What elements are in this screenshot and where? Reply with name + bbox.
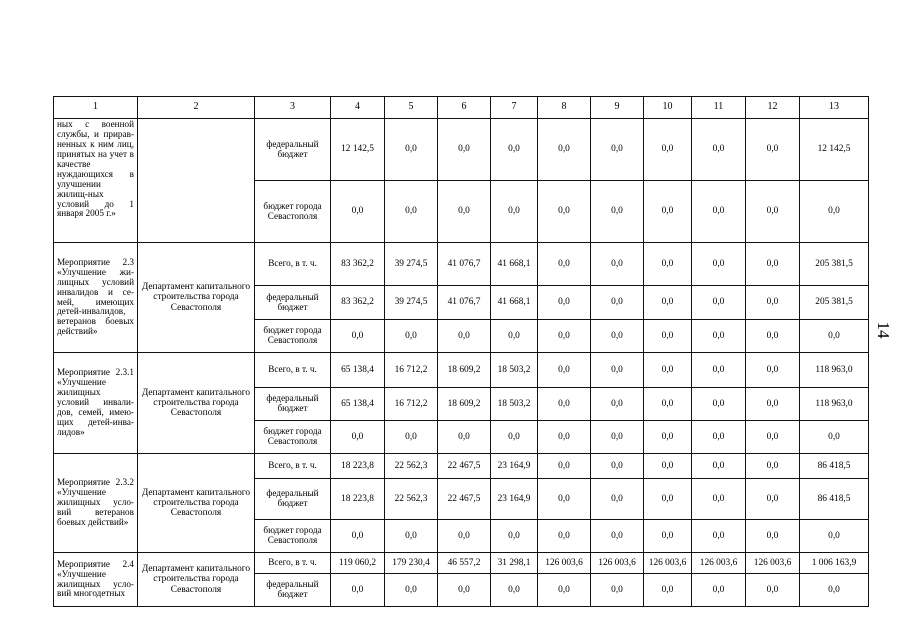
value-cell: 0,0 xyxy=(591,388,644,421)
table-row xyxy=(54,119,869,181)
activity-cell: Мероприятие 2.3.1 «Улучшение жилищных условий инвали-дов, семей, имею-щих детей-инва-лидов» xyxy=(54,353,138,454)
value-cell: 0,0 xyxy=(644,574,692,607)
value-cell: 0,0 xyxy=(538,574,591,607)
value-cell: 0,0 xyxy=(438,574,491,607)
value-cell: 18 503,2 xyxy=(491,353,538,388)
value-cell: 18 223,8 xyxy=(331,454,385,479)
value-cell: 0,0 xyxy=(385,520,438,553)
value-cell: 0,0 xyxy=(331,181,385,243)
funding-source-cell: Всего, в т. ч. xyxy=(255,353,331,388)
value-cell: 0,0 xyxy=(491,181,538,243)
value-cell: 0,0 xyxy=(644,181,692,243)
value-cell: 0,0 xyxy=(692,454,746,479)
value-cell: 0,0 xyxy=(692,421,746,454)
value-cell: 0,0 xyxy=(591,286,644,320)
value-cell: 23 164,9 xyxy=(491,454,538,479)
value-cell: 22 562,3 xyxy=(385,479,438,520)
value-cell: 0,0 xyxy=(331,520,385,553)
funding-source-cell: Всего, в т. ч. xyxy=(255,243,331,286)
value-cell: 0,0 xyxy=(538,421,591,454)
value-cell: 0,0 xyxy=(644,286,692,320)
funding-source-cell: бюджет города Севастополя xyxy=(255,421,331,454)
value-cell: 205 381,5 xyxy=(800,286,869,320)
value-cell: 0,0 xyxy=(746,353,800,388)
value-cell: 0,0 xyxy=(692,119,746,181)
value-cell: 0,0 xyxy=(438,181,491,243)
value-cell: 0,0 xyxy=(538,181,591,243)
column-header: 7 xyxy=(491,97,538,119)
column-header: 6 xyxy=(438,97,491,119)
value-cell: 0,0 xyxy=(692,243,746,286)
department-cell: Департамент капитального строительства города Севастополя xyxy=(138,243,255,353)
value-cell: 22 467,5 xyxy=(438,479,491,520)
value-cell: 0,0 xyxy=(644,388,692,421)
funding-source-cell: федеральный бюджет xyxy=(255,574,331,607)
value-cell: 0,0 xyxy=(800,520,869,553)
column-header: 11 xyxy=(692,97,746,119)
value-cell: 0,0 xyxy=(692,181,746,243)
value-cell: 0,0 xyxy=(538,520,591,553)
value-cell: 1 006 163,9 xyxy=(800,553,869,574)
value-cell: 0,0 xyxy=(491,520,538,553)
column-header: 10 xyxy=(644,97,692,119)
column-header: 4 xyxy=(331,97,385,119)
value-cell: 0,0 xyxy=(692,286,746,320)
value-cell: 0,0 xyxy=(644,479,692,520)
column-header: 12 xyxy=(746,97,800,119)
value-cell: 118 963,0 xyxy=(800,353,869,388)
value-cell: 0,0 xyxy=(331,574,385,607)
value-cell: 18 609,2 xyxy=(438,388,491,421)
value-cell: 0,0 xyxy=(538,286,591,320)
column-header: 3 xyxy=(255,97,331,119)
value-cell: 0,0 xyxy=(591,479,644,520)
value-cell: 0,0 xyxy=(746,454,800,479)
funding-source-cell: федеральный бюджет xyxy=(255,119,331,181)
department-cell: Департамент капитального строительства города Севастополя xyxy=(138,353,255,454)
value-cell: 0,0 xyxy=(491,119,538,181)
department-cell: Департамент капитального строительства города Севастополя xyxy=(138,454,255,553)
value-cell: 0,0 xyxy=(591,181,644,243)
value-cell: 22 467,5 xyxy=(438,454,491,479)
value-cell: 126 003,6 xyxy=(692,553,746,574)
value-cell: 16 712,2 xyxy=(385,388,438,421)
value-cell: 0,0 xyxy=(746,479,800,520)
value-cell: 0,0 xyxy=(591,243,644,286)
value-cell: 0,0 xyxy=(692,479,746,520)
value-cell: 0,0 xyxy=(746,520,800,553)
value-cell: 83 362,2 xyxy=(331,243,385,286)
value-cell: 0,0 xyxy=(385,574,438,607)
value-cell: 205 381,5 xyxy=(800,243,869,286)
funding-source-cell: федеральный бюджет xyxy=(255,388,331,421)
value-cell: 0,0 xyxy=(538,388,591,421)
value-cell: 0,0 xyxy=(644,421,692,454)
value-cell: 12 142,5 xyxy=(331,119,385,181)
value-cell: 0,0 xyxy=(385,181,438,243)
value-cell: 0,0 xyxy=(746,181,800,243)
table-row xyxy=(54,353,869,388)
value-cell: 39 274,5 xyxy=(385,243,438,286)
value-cell: 0,0 xyxy=(591,454,644,479)
value-cell: 0,0 xyxy=(331,320,385,353)
value-cell: 0,0 xyxy=(591,421,644,454)
value-cell: 0,0 xyxy=(800,421,869,454)
value-cell: 31 298,1 xyxy=(491,553,538,574)
department-cell xyxy=(138,119,255,243)
table-row xyxy=(54,243,869,286)
column-header: 1 xyxy=(54,97,138,119)
value-cell: 0,0 xyxy=(746,286,800,320)
funding-source-cell: Всего, в т. ч. xyxy=(255,553,331,574)
value-cell: 12 142,5 xyxy=(800,119,869,181)
value-cell: 46 557,2 xyxy=(438,553,491,574)
value-cell: 0,0 xyxy=(591,353,644,388)
value-cell: 0,0 xyxy=(538,243,591,286)
value-cell: 0,0 xyxy=(692,388,746,421)
value-cell: 0,0 xyxy=(591,119,644,181)
value-cell: 18 223,8 xyxy=(331,479,385,520)
value-cell: 0,0 xyxy=(491,421,538,454)
value-cell: 0,0 xyxy=(538,479,591,520)
activity-cell: Мероприятие 2.3 «Улучшение жи-лищных условий инвалидов и се-мей, имеющих детей-инвалидов, ветеранов боевых действий» xyxy=(54,243,138,353)
value-cell: 0,0 xyxy=(538,353,591,388)
value-cell: 0,0 xyxy=(692,320,746,353)
value-cell: 0,0 xyxy=(644,320,692,353)
value-cell: 0,0 xyxy=(800,574,869,607)
value-cell: 0,0 xyxy=(591,574,644,607)
column-header: 9 xyxy=(591,97,644,119)
value-cell: 0,0 xyxy=(800,320,869,353)
value-cell: 41 076,7 xyxy=(438,286,491,320)
value-cell: 179 230,4 xyxy=(385,553,438,574)
value-cell: 0,0 xyxy=(746,388,800,421)
column-header: 5 xyxy=(385,97,438,119)
value-cell: 65 138,4 xyxy=(331,353,385,388)
value-cell: 0,0 xyxy=(746,243,800,286)
value-cell: 65 138,4 xyxy=(331,388,385,421)
value-cell: 41 668,1 xyxy=(491,286,538,320)
table-body xyxy=(54,119,869,607)
value-cell: 22 562,3 xyxy=(385,454,438,479)
activity-cell: Мероприятие 2.3.2 «Улучшение жилищных усло-вий ветеранов боевых действий» xyxy=(54,454,138,553)
column-header: 2 xyxy=(138,97,255,119)
value-cell: 0,0 xyxy=(692,520,746,553)
value-cell: 0,0 xyxy=(692,353,746,388)
value-cell: 0,0 xyxy=(591,520,644,553)
value-cell: 126 003,6 xyxy=(746,553,800,574)
value-cell: 18 503,2 xyxy=(491,388,538,421)
value-cell: 0,0 xyxy=(591,320,644,353)
value-cell: 41 076,7 xyxy=(438,243,491,286)
budget-table xyxy=(53,96,869,607)
activity-cell: ных с военной службы, и прирав-ненных к ним лиц, принятых на учет в качестве нуждающихся в улучшении жилищ-ных условий до 1 января 2005 г.» xyxy=(54,119,138,243)
value-cell: 0,0 xyxy=(491,320,538,353)
value-cell: 0,0 xyxy=(538,119,591,181)
value-cell: 0,0 xyxy=(438,119,491,181)
value-cell: 0,0 xyxy=(692,574,746,607)
value-cell: 0,0 xyxy=(644,353,692,388)
value-cell: 18 609,2 xyxy=(438,353,491,388)
page-number: 14 xyxy=(874,321,893,339)
department-cell: Департамент капитального строительства города Севастополя xyxy=(138,553,255,607)
value-cell: 0,0 xyxy=(644,119,692,181)
value-cell: 0,0 xyxy=(538,454,591,479)
funding-source-cell: бюджет города Севастополя xyxy=(255,520,331,553)
value-cell: 41 668,1 xyxy=(491,243,538,286)
value-cell: 126 003,6 xyxy=(538,553,591,574)
value-cell: 0,0 xyxy=(644,520,692,553)
value-cell: 0,0 xyxy=(491,574,538,607)
value-cell: 86 418,5 xyxy=(800,454,869,479)
value-cell: 0,0 xyxy=(385,421,438,454)
value-cell: 0,0 xyxy=(746,574,800,607)
value-cell: 126 003,6 xyxy=(591,553,644,574)
funding-source-cell: бюджет города Севастополя xyxy=(255,181,331,243)
value-cell: 0,0 xyxy=(644,243,692,286)
value-cell: 126 003,6 xyxy=(644,553,692,574)
value-cell: 83 362,2 xyxy=(331,286,385,320)
value-cell: 0,0 xyxy=(438,421,491,454)
value-cell: 0,0 xyxy=(644,454,692,479)
funding-source-cell: Всего, в т. ч. xyxy=(255,454,331,479)
value-cell: 39 274,5 xyxy=(385,286,438,320)
activity-cell: Мероприятие 2.4 «Улучшение жилищных усло-вий многодетных xyxy=(54,553,138,607)
value-cell: 0,0 xyxy=(538,320,591,353)
value-cell: 0,0 xyxy=(800,181,869,243)
value-cell: 23 164,9 xyxy=(491,479,538,520)
funding-source-cell: федеральный бюджет xyxy=(255,479,331,520)
value-cell: 118 963,0 xyxy=(800,388,869,421)
table-row xyxy=(54,454,869,479)
header-row xyxy=(54,97,869,119)
value-cell: 0,0 xyxy=(385,119,438,181)
value-cell: 0,0 xyxy=(385,320,438,353)
value-cell: 0,0 xyxy=(746,421,800,454)
value-cell: 0,0 xyxy=(438,320,491,353)
value-cell: 0,0 xyxy=(746,119,800,181)
funding-source-cell: бюджет города Севастополя xyxy=(255,320,331,353)
table-row xyxy=(54,553,869,574)
value-cell: 0,0 xyxy=(331,421,385,454)
value-cell: 86 418,5 xyxy=(800,479,869,520)
value-cell: 0,0 xyxy=(746,320,800,353)
value-cell: 0,0 xyxy=(438,520,491,553)
funding-source-cell: федеральный бюджет xyxy=(255,286,331,320)
column-header: 8 xyxy=(538,97,591,119)
value-cell: 16 712,2 xyxy=(385,353,438,388)
column-header: 13 xyxy=(800,97,869,119)
value-cell: 119 060,2 xyxy=(331,553,385,574)
